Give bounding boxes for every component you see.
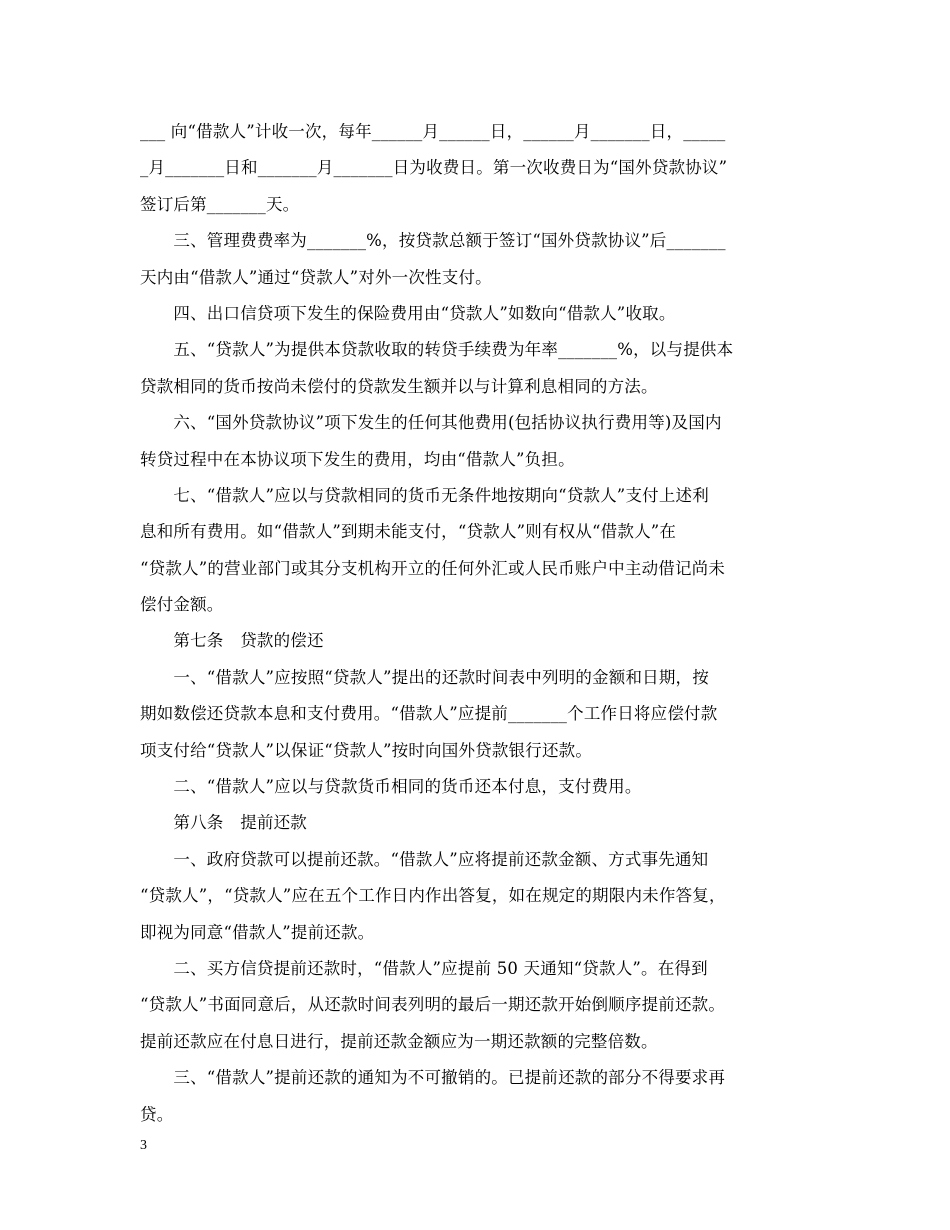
section-heading: 第七条 贷款的偿还 — [140, 631, 324, 651]
text-line: 三、“借款人”提前还款的通知为不可撤销的。已提前还款的部分不得要求再 — [140, 1068, 726, 1088]
text-line: “贷款人”，“贷款人”应在五个工作日内作出答复，如在规定的期限内未作答复， — [140, 886, 726, 906]
page-number: 3 — [140, 1138, 147, 1153]
text-line: 贷款相同的货币按尚未偿付的贷款发生额并以与计算利息相同的方法。 — [140, 376, 658, 396]
text-line: 一、“借款人”应按照“贷款人”提出的还款时间表中列明的金额和日期，按 — [140, 667, 709, 687]
text-line: 天内由“借款人”通过“贷款人”对外一次性支付。 — [140, 267, 492, 287]
text-line: _月_______日和_______月_______日为收费日。第一次收费日为“国外贷款协议” — [140, 158, 728, 178]
text-line: 六、“国外贷款协议”项下发生的任何其他费用(包括协议执行费用等)及国内 — [140, 413, 722, 433]
text-line: 期如数偿还贷款本息和支付费用。“借款人”应提前_______个工作日将应偿付款 — [140, 704, 718, 724]
document-body — [140, 114, 812, 1133]
text-line: 一、政府贷款可以提前还款。“借款人”应将提前还款金额、方式事先通知 — [140, 849, 709, 869]
text-line: 三、管理费费率为_______%，按贷款总额于签订“国外贷款协议”后_______ — [140, 231, 726, 251]
text-line: 息和所有费用。如“借款人”到期未能支付，“贷款人”则有权从“借款人”在 — [140, 522, 677, 542]
text-line: 项支付给“贷款人”以保证“贷款人”按时向国外贷款银行还款。 — [140, 740, 593, 760]
text-line: “贷款人”书面同意后，从还款时间表列明的最后一期还款开始倒顺序提前还款。 — [140, 995, 726, 1015]
text-line: 七、“借款人”应以与贷款相同的货币无条件地按期向“贷款人”支付上述利 — [140, 485, 709, 505]
text-line: 提前还款应在付息日进行，提前还款金额应为一期还款额的完整倍数。 — [140, 1031, 658, 1051]
text-line: ___ 向“借款人”计收一次，每年______月______日，______月_______日，_____ — [140, 122, 726, 141]
text-line: “贷款人”的营业部门或其分支机构开立的任何外汇或人民币账户中主动借记尚未 — [140, 558, 726, 578]
text-line: 贷。 — [140, 1104, 174, 1124]
text-line: 签订后第_______天。 — [140, 194, 300, 214]
text-line: 二、买方信贷提前还款时，“借款人”应提前 50 天通知“贷款人”。在得到 — [140, 958, 708, 978]
section-heading: 第八条 提前还款 — [140, 813, 307, 833]
text-line: 偿付金额。 — [140, 595, 224, 615]
text-line: 五、“贷款人”为提供本贷款收取的转贷手续费为年率_______%，以与提供本 — [140, 340, 734, 360]
text-line: 四、出口信贷项下发生的保险费用由“贷款人”如数向“借款人”收取。 — [140, 303, 676, 323]
text-line: 即视为同意“借款人”提前还款。 — [140, 922, 375, 942]
text-line: 转贷过程中在本协议项下发生的费用，均由“借款人”负担。 — [140, 449, 575, 469]
text-line: 二、“借款人”应以与贷款货币相同的货币还本付息，支付费用。 — [140, 777, 642, 797]
